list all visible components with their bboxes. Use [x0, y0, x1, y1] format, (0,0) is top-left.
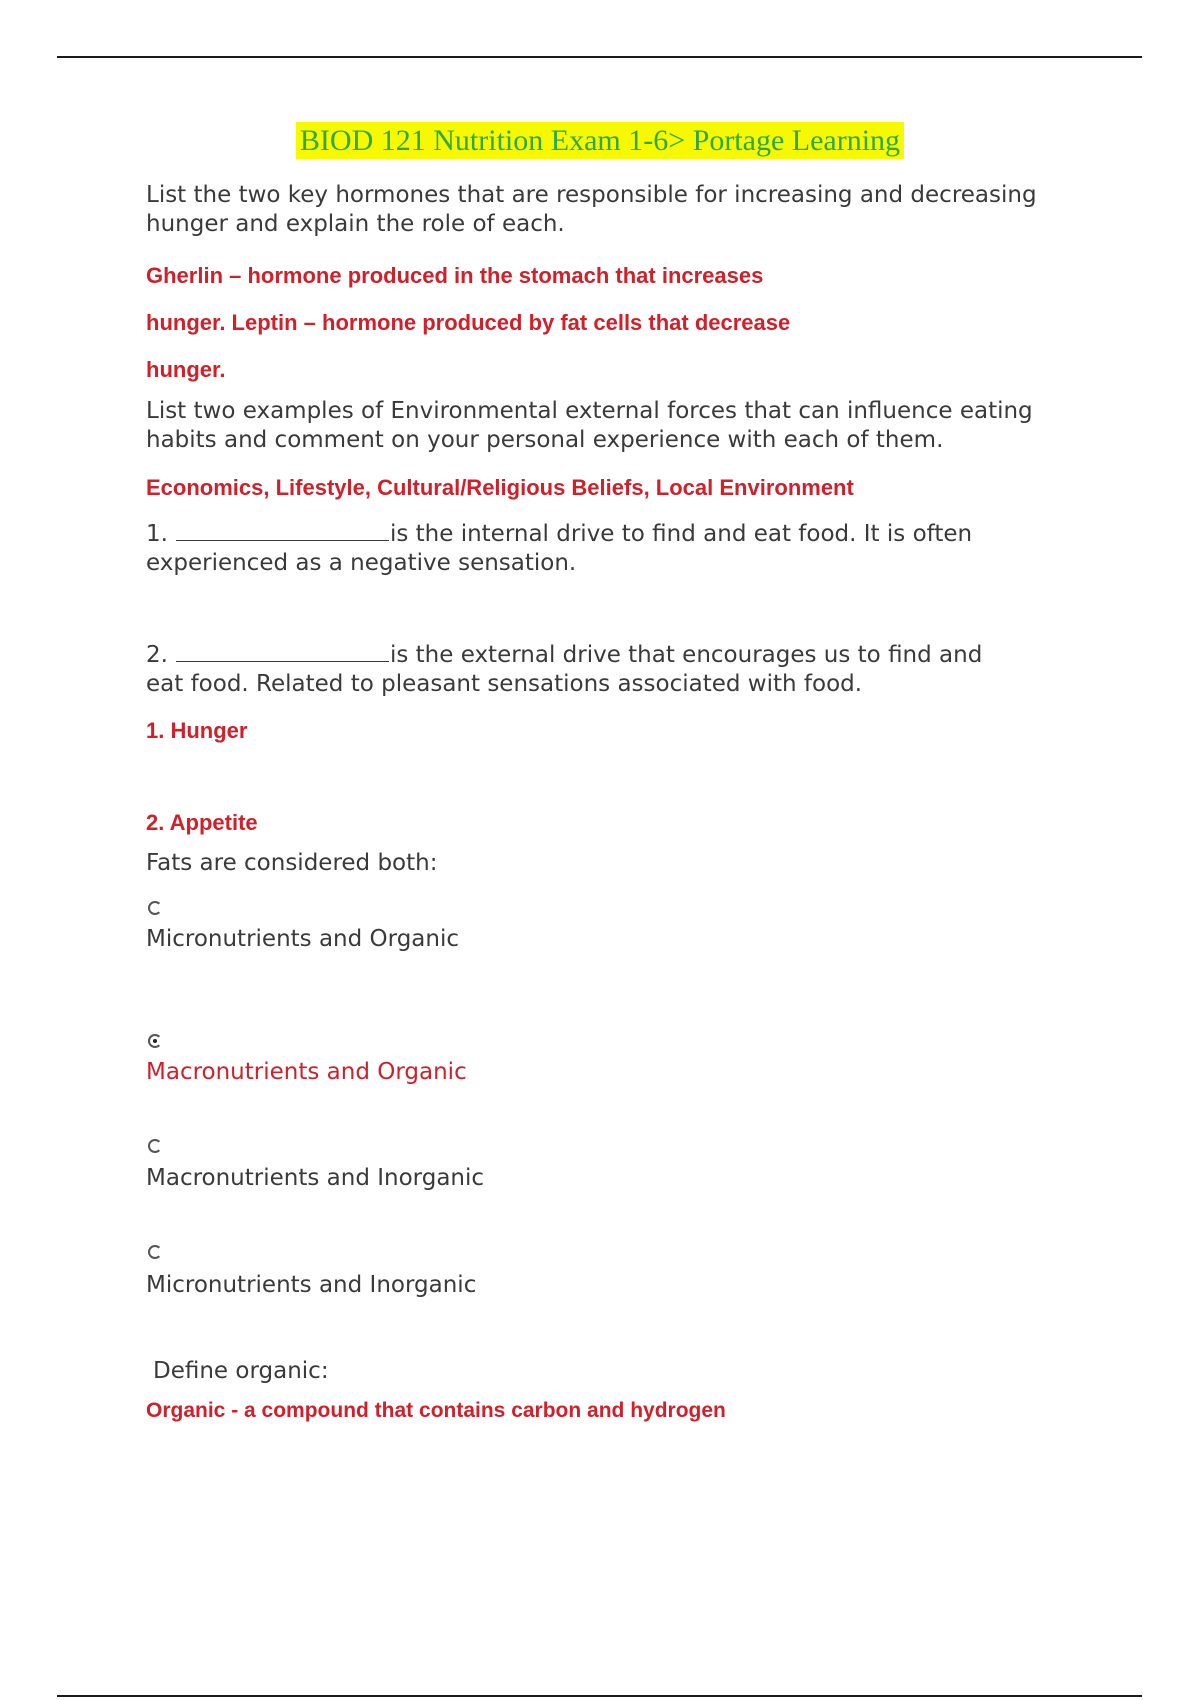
answer-hormones-line-1: Gherlin – hormone produced in the stomach that increases [146, 263, 764, 288]
answer-appetite: 2. Appetite [146, 810, 258, 835]
fill-blank-number-1: 1. [146, 521, 168, 547]
question-hormones: List the two key hormones that are responsible for increasing and decreasing hunger and explain the role of each. [146, 182, 1037, 237]
answer-environmental: Economics, Lifestyle, Cultural/Religious Beliefs, Local Environment [146, 475, 854, 500]
radio-option-1[interactable] [148, 901, 162, 915]
blank-line-2[interactable] [176, 639, 389, 662]
blank-line-1[interactable] [176, 518, 389, 541]
answer-hormones-line-2: hunger. Leptin – hormone produced by fat cells that decrease [146, 310, 791, 335]
option-label-2: Macronutrients and Organic [146, 1059, 467, 1085]
fill-blank-item-2 [146, 639, 1096, 699]
option-label-1: Micronutrients and Organic [146, 926, 460, 952]
fill-blank-text-2a: is the external drive that encourages us to find and [389, 642, 983, 668]
option-label-4: Micronutrients and Inorganic [146, 1272, 477, 1298]
question-environmental: List two examples of Environmental external forces that can influence eating habits and comment on your personal experience with each of them. [146, 398, 1033, 453]
fill-blank-text-1b: experienced as a negative sensation. [146, 550, 577, 576]
answer-define-organic: Organic - a compound that contains carbon and hydrogen [146, 1399, 726, 1422]
page-title: BIOD 121 Nutrition Exam 1-6> Portage Learning [296, 122, 904, 159]
radio-option-2[interactable] [148, 1034, 162, 1048]
option-label-3: Macronutrients and Inorganic [146, 1165, 485, 1191]
answer-hormones-line-3: hunger. [146, 357, 226, 382]
question-fats: Fats are considered both: [146, 850, 438, 876]
radio-option-3[interactable] [148, 1139, 162, 1153]
fill-blank-item-1 [146, 518, 1096, 578]
fill-blank-text-2b: eat food. Related to pleasant sensations associated with food. [146, 671, 863, 697]
fill-blank-number-2: 2. [146, 642, 168, 668]
top-rule [57, 56, 1142, 58]
question-define-organic: Define organic: [153, 1358, 329, 1384]
title-wrap [0, 124, 1200, 158]
radio-option-4[interactable] [148, 1245, 162, 1259]
answer-hunger: 1. Hunger [146, 718, 248, 743]
bottom-rule [57, 1695, 1142, 1697]
fill-blank-text-1a: is the internal drive to find and eat food. It is often [389, 521, 973, 547]
